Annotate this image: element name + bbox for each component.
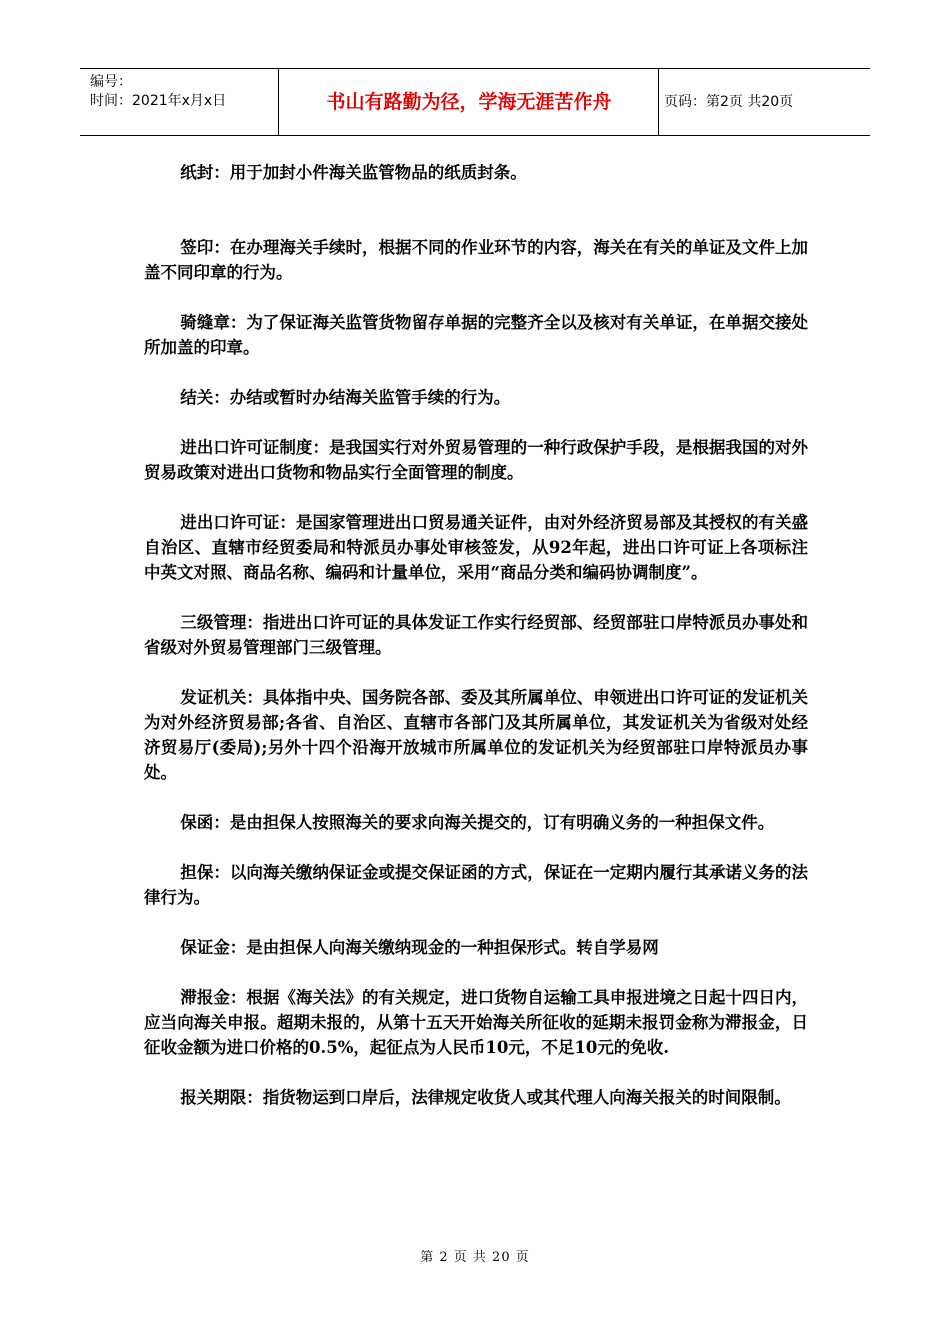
- paragraph-license: 进出口许可证：是国家管理进出口贸易通关证件，由对外经济贸易部及其授权的有关盛自治区、直辖市经贸委局和特派员办事处审核签发，从92年起，进出口许可证上各项标注中英文对照、商品名称、编码和计量单位，采用“商品分类和编码协调制度”。: [144, 513, 808, 582]
- header-page-info: 页码：第2页 共20页: [664, 94, 794, 110]
- paragraph-seam-seal: 骑缝章：为了保证海关监管货物留存单据的完整齐全以及核对有关单证，在单据交接处所加盖的印章。: [144, 313, 808, 357]
- paragraph-license-system: 进出口许可证制度：是我国实行对外贸易管理的一种行政保护手段，是根据我国的对外贸易政策对进出口货物和物品实行全面管理的制度。: [144, 438, 808, 482]
- header-meta: [90, 73, 226, 111]
- header-motto: 书山有路勤为径，学海无涯苦作舟: [326, 91, 612, 113]
- paragraph-three-level-management: 三级管理：指进出口许可证的具体发证工作实行经贸部、经贸部驻口岸特派员办事处和省级对外贸易管理部门三级管理。: [144, 613, 808, 657]
- header-divider-right: [658, 69, 659, 135]
- paragraph-stamp: 签印：在办理海关手续时，根据不同的作业环节的内容，海关在有关的单证及文件上加盖不同印章的行为。: [144, 238, 808, 282]
- paragraph-declaration-deadline: 报关期限：指货物运到口岸后，法律规定收货人或其代理人向海关报关的时间限制。: [180, 1088, 791, 1107]
- paragraph-issuing-authority: 发证机关：具体指中央、国务院各部、委及其所属单位、申领进出口许可证的发证机关为对外经济贸易部;各省、自治区、直辖市各部门及其所属单位，其发证机关为省级对处经济贸易厅(委局);另外十四个沿海开放城市所属单位的发证机关为经贸部驻口岸特派员办事处。: [144, 688, 808, 782]
- page-footer: 第 2 页 共 20 页: [420, 1250, 530, 1265]
- page-header: [80, 68, 870, 136]
- paragraph-paper-seal: 纸封：用于加封小件海关监管物品的纸质封条。: [180, 163, 527, 182]
- paragraph-guarantee: 担保：以向海关缴纳保证金或提交保证函的方式，保证在一定期内履行其承诺义务的法律行为。: [144, 863, 808, 907]
- paragraph-deposit: 保证金：是由担保人向海关缴纳现金的一种担保形式。转自学易网: [180, 938, 659, 957]
- header-divider-left: [278, 69, 279, 135]
- paragraph-guarantee-letter: 保函：是由担保人按照海关的要求向海关提交的，订有明确义务的一种担保文件。: [180, 813, 775, 832]
- paragraph-late-fee: 滞报金：根据《海关法》的有关规定，进口货物自运输工具申报进境之日起十四日内，应当向海关申报。超期未报的，从第十五天开始海关所征收的延期未报罚金称为滞报金，日征收金额为进口价格的0.5%，起征点为人民币10元，不足10元的免收.: [144, 988, 808, 1057]
- document-body: [144, 160, 808, 1135]
- paragraph-clearance: 结关：办结或暂时办结海关监管手续的行为。: [180, 388, 511, 407]
- document-number-label: 编号：: [90, 74, 132, 90]
- document-date: 时间：2021年x月x日: [90, 93, 227, 109]
